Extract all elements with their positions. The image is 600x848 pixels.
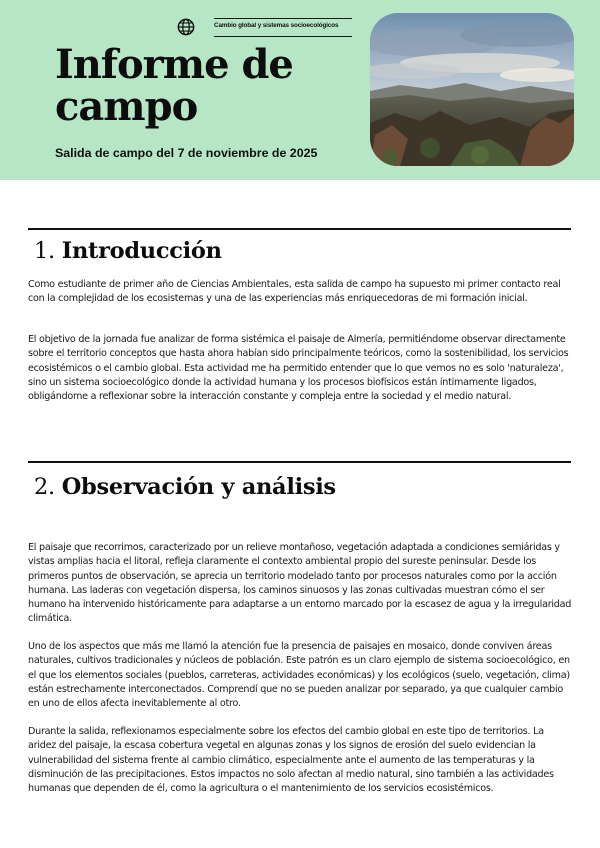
title-line-1: Informe de	[55, 41, 293, 88]
section-2-paragraph-2: Uno de los aspectos que más me llamó la atención fue la presencia de paisajes en mosaico, donde conviven áreas naturales, cultivos tradicionales y núcleos de población. Este patrón es un claro ejemplo de sistema socioecológico, en el que los elementos sociales (pueblos, carreteras, actividades económicas) y los ecológicos (suelo, vegetación, clima) están estrechamente interconectados. Comprendí que no se pueden analizar por separado, ya que cualquier cambio en uno de ellos afecta inevitablemente al otro.	[28, 641, 570, 710]
tagline-rule-top	[214, 18, 352, 19]
landscape-photo	[370, 13, 574, 166]
section-1-rule	[28, 228, 571, 230]
section-1-number: 1.	[34, 238, 55, 264]
title-line-2: campo	[55, 83, 198, 130]
section-1-title: Introducción	[61, 238, 222, 264]
page-title	[55, 41, 355, 130]
tagline: Cambio global y sistemas socioecológicos	[214, 22, 339, 29]
section-2-paragraph-1: El paisaje que recorrimos, caracterizado por un relieve montañoso, vegetación adaptada a condiciones semiáridas y vistas amplias hacia el litoral, refleja claramente el contexto ambiental propio del sureste peninsular. Desde los primeros puntos de observación, se aprecia un territorio modelado tanto por procesos naturales como por la acción humana. Las laderas con vegetación dispersa, los caminos sinuosos y las zonas cultivadas muestran cómo el ser humano ha intervenido históricamente para adaptarse a un entorno marcado por la escasez de agua y la irregularidad climática.	[28, 542, 572, 625]
page-subtitle: Salida de campo del 7 de noviembre de 2025	[55, 146, 318, 160]
section-1-heading	[34, 238, 222, 264]
section-2-title: Observación y análisis	[61, 474, 336, 500]
globe-icon	[177, 18, 195, 36]
section-2-number: 2.	[34, 474, 55, 500]
header-banner	[0, 0, 600, 180]
section-2-paragraph-3: Durante la salida, reflexionamos especialmente sobre los efectos del cambio global en este tipo de territorios. La aridez del paisaje, la escasa cobertura vegetal en algunas zonas y los signos de erosión del suelo evidencian la vulnerabilidad del sistema frente al cambio climático, especialmente ante el aumento de las temperaturas y la disminución de las precipitaciones. Estos impactos no solo afectan al medio natural, sino también a las actividades humanas que dependen de él, como la agricultura o el mantenimiento de los servicios ecosistémicos.	[28, 726, 554, 795]
section-2-heading	[34, 474, 336, 500]
tagline-rule-bottom	[214, 36, 352, 37]
section-1-paragraph-2: El objetivo de la jornada fue analizar de forma sistémica el paisaje de Almería, permitiéndome observar directamente sobre el territorio conceptos que hasta ahora habían sido principalmente teóricos, como la sostenibilidad, los servicios ecosistémicos o el cambio global. Esta actividad me ha permitido entender que lo que vemos no es solo 'naturaleza', sino un sistema socioecológico donde la actividad humana y los procesos biofísicos están íntimamente ligados, obligándome a reflexionar sobre la interacción constante y compleja entre la sociedad y el medio natural.	[28, 334, 569, 403]
section-1-paragraph-1: Como estudiante de primer año de Ciencias Ambientales, esta salida de campo ha supuesto mi primer contacto real con la complejidad de los ecosistemas y una de las experiencias más enriquecedoras de mi formación inicial.	[28, 279, 561, 305]
section-2-rule	[28, 461, 571, 463]
